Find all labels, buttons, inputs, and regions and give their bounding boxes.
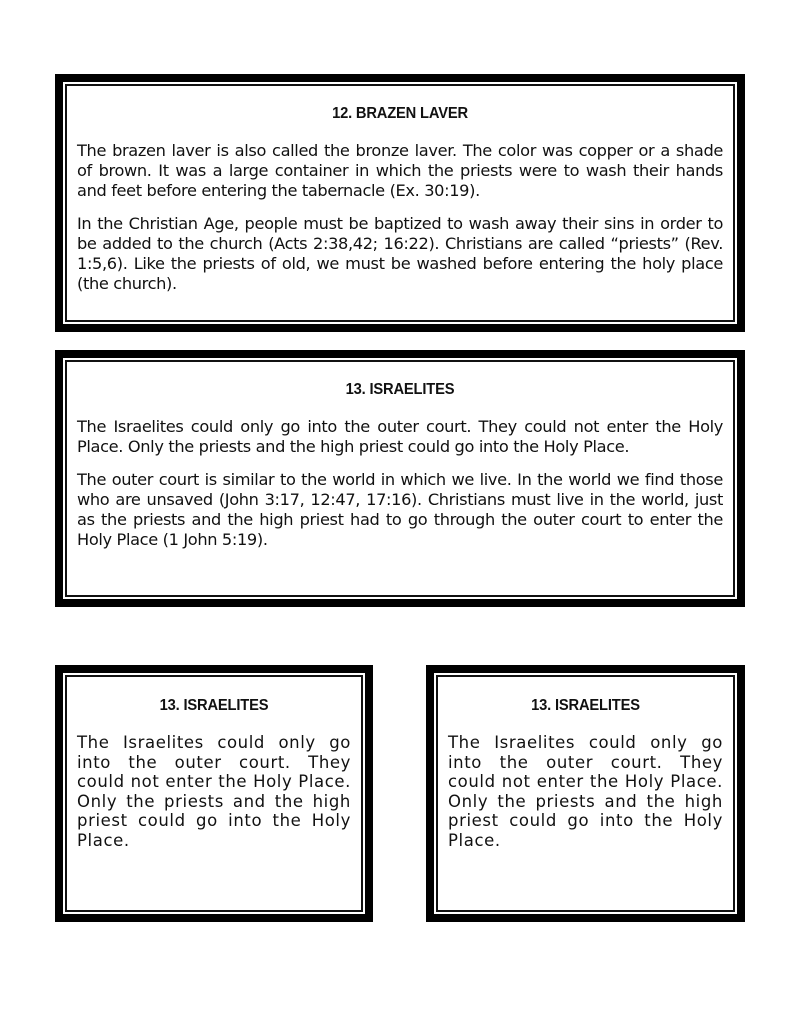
card-paragraph: The outer court is similar to the world in which we live. In the world we find those who are unsaved (John 3:17, 12:47, 17:16). Christians must live in the world, just as the priests and the high priest had to go through the outer court to enter the Holy Place (1 John 5:19). [77,470,723,549]
card-content [65,84,735,322]
card-title: 13. ISRAELITES [531,697,640,714]
card-brazen-laver [55,74,745,332]
card-paragraph: The Israelites could only go into the outer court. They could not enter the Holy Place. Only the priests and the high priest could go into the Holy Place. [77,417,723,456]
card-title: 13. ISRAELITES [345,381,455,398]
card-content [65,675,363,912]
card-border-gap [63,82,737,324]
card-israelites-full [55,350,745,607]
card-paragraph: The Israelites could only go into the outer court. They could not enter the Holy Place. Only the priests and the high priest could go into the Holy Place. [77,733,351,850]
card-israelites-small-right [426,665,745,922]
card-content [65,360,735,597]
card-content [436,675,735,912]
card-paragraph: The brazen laver is also called the bronze laver. The color was copper or a shade of brown. It was a large container in which the priests were to wash their hands and feet before entering the tabernacle (Ex. 30:19). [77,141,723,200]
card-border-gap [63,358,737,599]
card-border-gap [63,673,365,914]
card-title: 13. ISRAELITES [159,697,269,714]
card-paragraph: The Israelites could only go into the outer court. They could not enter the Holy Place. Only the priests and the high priest could go into the Holy Place. [448,733,723,850]
card-border-gap [434,673,737,914]
card-israelites-small-left [55,665,373,922]
card-title: 12. BRAZEN LAVER [332,105,468,122]
card-paragraph: In the Christian Age, people must be baptized to wash away their sins in order to be added to the church (Acts 2:38,42; 16:22). Christians are called “priests” (Rev. 1:5,6). Like the priests of old, we must be washed before entering the holy place (the church). [77,214,723,293]
